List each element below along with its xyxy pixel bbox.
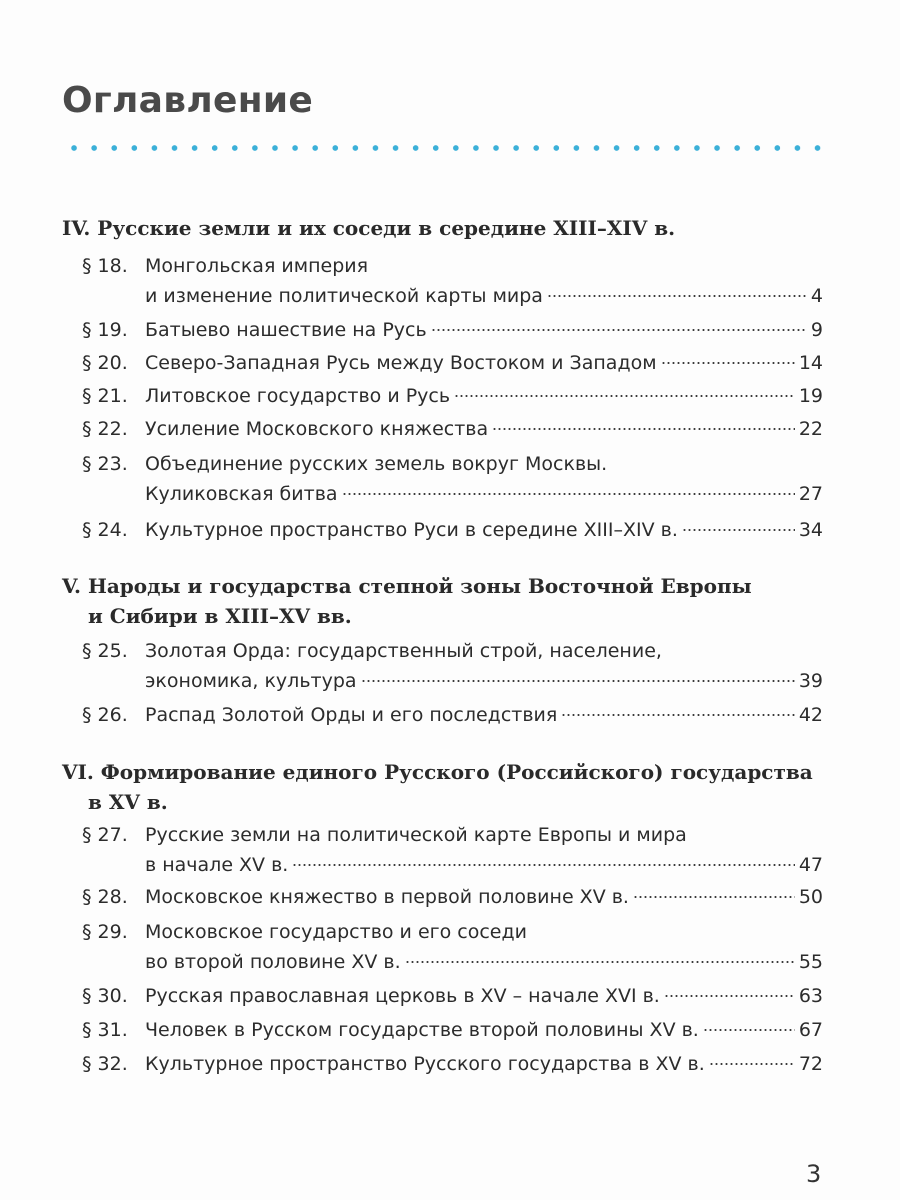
leader-dots bbox=[292, 863, 794, 867]
leader-dots bbox=[709, 1062, 795, 1066]
page-title: Оглавление bbox=[62, 80, 314, 121]
section-title-v[interactable]: V. Народы и государства степной зоны Восточной Европы и Сибири в XIII–XV вв. bbox=[62, 574, 752, 628]
page-ref: 14 bbox=[798, 352, 823, 374]
leader-dots bbox=[342, 492, 795, 496]
page-ref: 47 bbox=[798, 854, 823, 876]
toc-item-21[interactable]: § 21. Литовское государство и Русь 19 bbox=[82, 381, 823, 411]
leader-dots bbox=[547, 294, 807, 298]
toc-item-27[interactable]: § 27. Русские земли на политической карте Европы и мира в начале XV в. 47 bbox=[82, 820, 823, 880]
leader-dots bbox=[361, 679, 795, 683]
toc-item-24[interactable]: § 24. Культурное пространство Руси в середине XIII–XIV в. 34 bbox=[82, 515, 823, 545]
toc-item-19[interactable]: § 19. Батыево нашествие на Русь 9 bbox=[82, 315, 823, 345]
section-title-iv[interactable]: IV. Русские земли и их соседи в середине XIII–XIV в. bbox=[62, 216, 676, 240]
page-ref: 34 bbox=[798, 519, 823, 541]
toc-item-28[interactable]: § 28. Московское княжество в первой половине XV в. 50 bbox=[82, 882, 823, 912]
page-ref: 27 bbox=[798, 483, 823, 505]
page-ref: 9 bbox=[810, 319, 823, 341]
leader-dots bbox=[492, 427, 795, 431]
leader-dots bbox=[561, 713, 794, 717]
toc-item-20[interactable]: § 20. Северо-Западная Русь между Востоком и Западом 14 bbox=[82, 348, 823, 378]
toc-item-22[interactable]: § 22. Усиление Московского княжества 22 bbox=[82, 414, 823, 444]
toc-item-29[interactable]: § 29. Московское государство и его соседи во второй половине XV в. 55 bbox=[82, 917, 823, 977]
leader-dots bbox=[661, 361, 795, 365]
toc-item-25[interactable]: § 25. Золотая Орда: государственный строй, население, экономика, культура 39 bbox=[82, 636, 823, 696]
leader-dots bbox=[405, 960, 795, 964]
toc-item-30[interactable]: § 30. Русская православная церковь в XV – начале XVI в. 63 bbox=[82, 981, 823, 1011]
page-ref: 22 bbox=[798, 418, 823, 440]
toc-item-32[interactable]: § 32. Культурное пространство Русского государства в XV в. 72 bbox=[82, 1049, 823, 1079]
page-ref: 39 bbox=[798, 670, 823, 692]
page-ref: 42 bbox=[798, 704, 823, 726]
section-title-vi[interactable]: VI. Формирование единого Русского (Российского) государства в XV в. bbox=[62, 760, 813, 814]
toc-item-26[interactable]: § 26. Распад Золотой Орды и его последствия 42 bbox=[82, 700, 823, 730]
leader-dots bbox=[454, 394, 795, 398]
page-ref: 50 bbox=[798, 886, 823, 908]
leader-dots bbox=[682, 528, 795, 532]
leader-dots bbox=[703, 1028, 795, 1032]
page-ref: 72 bbox=[798, 1053, 823, 1075]
leader-dots bbox=[633, 895, 795, 899]
toc-item-23[interactable]: § 23. Объединение русских земель вокруг Москвы. Куликовская битва 27 bbox=[82, 449, 823, 509]
page-ref: 4 bbox=[810, 285, 823, 307]
page-ref: 63 bbox=[798, 985, 823, 1007]
toc-item-31[interactable]: § 31. Человек в Русском государстве второй половины XV в. 67 bbox=[82, 1015, 823, 1045]
toc-item-18[interactable]: § 18. Монгольская империя и изменение политической карты мира 4 bbox=[82, 251, 823, 311]
page-ref: 55 bbox=[798, 951, 823, 973]
leader-dots bbox=[431, 328, 807, 332]
page-ref: 67 bbox=[798, 1019, 823, 1041]
page-number: 3 bbox=[806, 1160, 822, 1188]
leader-dots bbox=[664, 994, 795, 998]
page-ref: 19 bbox=[798, 385, 823, 407]
